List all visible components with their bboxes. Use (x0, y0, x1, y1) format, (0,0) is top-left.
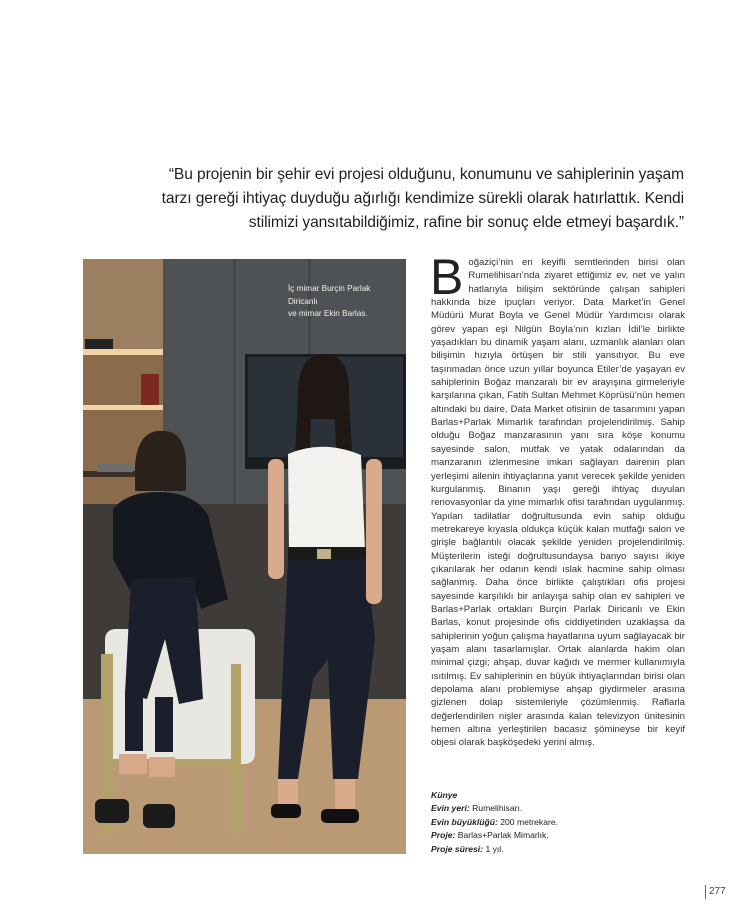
pull-quote-line: tarzı gereği ihtiyaç duyduğu ağırlığı kendimize sürekli olarak hatırlattık. Kendi (161, 190, 684, 207)
credits-label: Proje süresi: (431, 843, 484, 854)
pull-quote-line: stilimizi yansıtabildiğimiz, rafine bir sonuç elde etmeyi başardık.” (248, 214, 684, 231)
drop-cap: B (430, 249, 464, 305)
article-body (430, 249, 685, 750)
page-number: 277 (705, 885, 726, 899)
article-text: oğaziçi’nin en keyifli semtlerinden birisi olan Rumelihisarı’nda ziyaret ettiğimiz ev, net ve yalın hatlarıyla bilişim sektöründe çalışan sahipleri hakkında bize ipuçları veriyor. Data Market’in Genel Müdürü Murat Boyla ve Genel Müdür Yardımcısı olarak görev yapan eşi Nilgün Boyla’nın kızları İdil’le birlikte yaşadıkları bu dinamik yaşam alanı, uzmanlık alanları olan bilişimin hızıyla örtüşen bir stili yansıtıyor. Bu eve taşınmadan önce uzun yıllar boyunca Etiler’de yaşayan ev sahiplerinin Boğaz manzaralı bir ev arayışına girmeleriyle karşılarına çıkan, Fatih Sultan Mehmet Köprüsü’nün hemen altındaki bu daire, Data Market ofisinin de tasarımını yapan Barlas+Parlak Mimarlık tarafından projelendirilmiş. Sahip olduğu Boğaz manzarasının yanı sıra köşe konumu sayesinde salon, mutfak ve yatak odalarından da manzaranın izlenmesine imkan sağlayan dairenin plan yerleşimi ailenin ihtiyaçlarına yanıt verecek şekilde yeniden kurgulanmış. Binanın yaşı gereği ihtiyaç duyulan renovasyonlar da yine mimarlık ofisi tarafından uygulanmış. Yapılan tadilatlar doğrultusunda evin sahip olduğu metrekareye kıyasla oldukça küçük kalan mutfağı salon ve girişle bağlantılı olacak şekilde yeniden projelendirilmiş. Müşterilerin isteği doğrultusundaysa banyo sayısı ikiye çıkarılarak her odanın kendi ıslak hacmine sahip olması sağlanmış. Daha önce birlikte çalıştıkları ofis projesi sayesinde karşılıklı bir anlayışa sahip olan ev sahipleri ve Barlas+Parlak ortakları Burçin Parlak Diricanlı ve Ekin Barlas, konut projesinde ofis ciddiyetinden uzaklaşsa da sahiplerinin yoğun çalışma hayatlarına uyum sağlayacak bir yaşam alanı tasarlamışlar. Ortak alanlarda hakim olan minimal çizgi; ahşap, duvar kağıdı ve mermer kullanımıyla ısıtılmış. Ev sahiplerinin en büyük ihtiyaçlarından birisi olan depolama alanı problemiyse ahşap giydirmeler arasına gizlenen dolap sistemleriyle çözümlenmiş. Raflarla değerlendirilen nişler arasında kalan televizyon ünitesinin hemen altına yerleştirilen bacasız şömineyse bir keyif objesi olarak başköşedeki yerini almış. (431, 257, 685, 749)
portrait-photo (83, 259, 406, 854)
credits-value: 1 yıl. (483, 843, 504, 854)
credits-value: Barlas+Parlak Mimarlık. (455, 830, 549, 841)
credits-row (431, 829, 685, 842)
credits-value: 200 metrekare. (497, 816, 559, 827)
photo-illustration (83, 259, 406, 854)
credits-row (431, 802, 685, 815)
credits-row (431, 816, 685, 829)
credits-label: Evin yeri: (431, 803, 470, 814)
pull-quote (150, 163, 684, 235)
caption-line: İç mimar Burçin Parlak Diricanlı (288, 284, 371, 306)
credits-row (431, 843, 685, 856)
credits-title: Künye (431, 790, 458, 800)
caption-line: ve mimar Ekin Barlas. (288, 309, 368, 318)
credits-label: Evin büyüklüğü: (431, 816, 498, 827)
credits-label: Proje: (431, 830, 456, 841)
photo-caption (288, 283, 400, 321)
credits-value: Rumelihisarı. (469, 803, 523, 814)
pull-quote-line: “Bu projenin bir şehir evi projesi olduğunu, konumunu ve sahiplerinin yaşam (168, 166, 684, 183)
credits-box (431, 789, 685, 856)
